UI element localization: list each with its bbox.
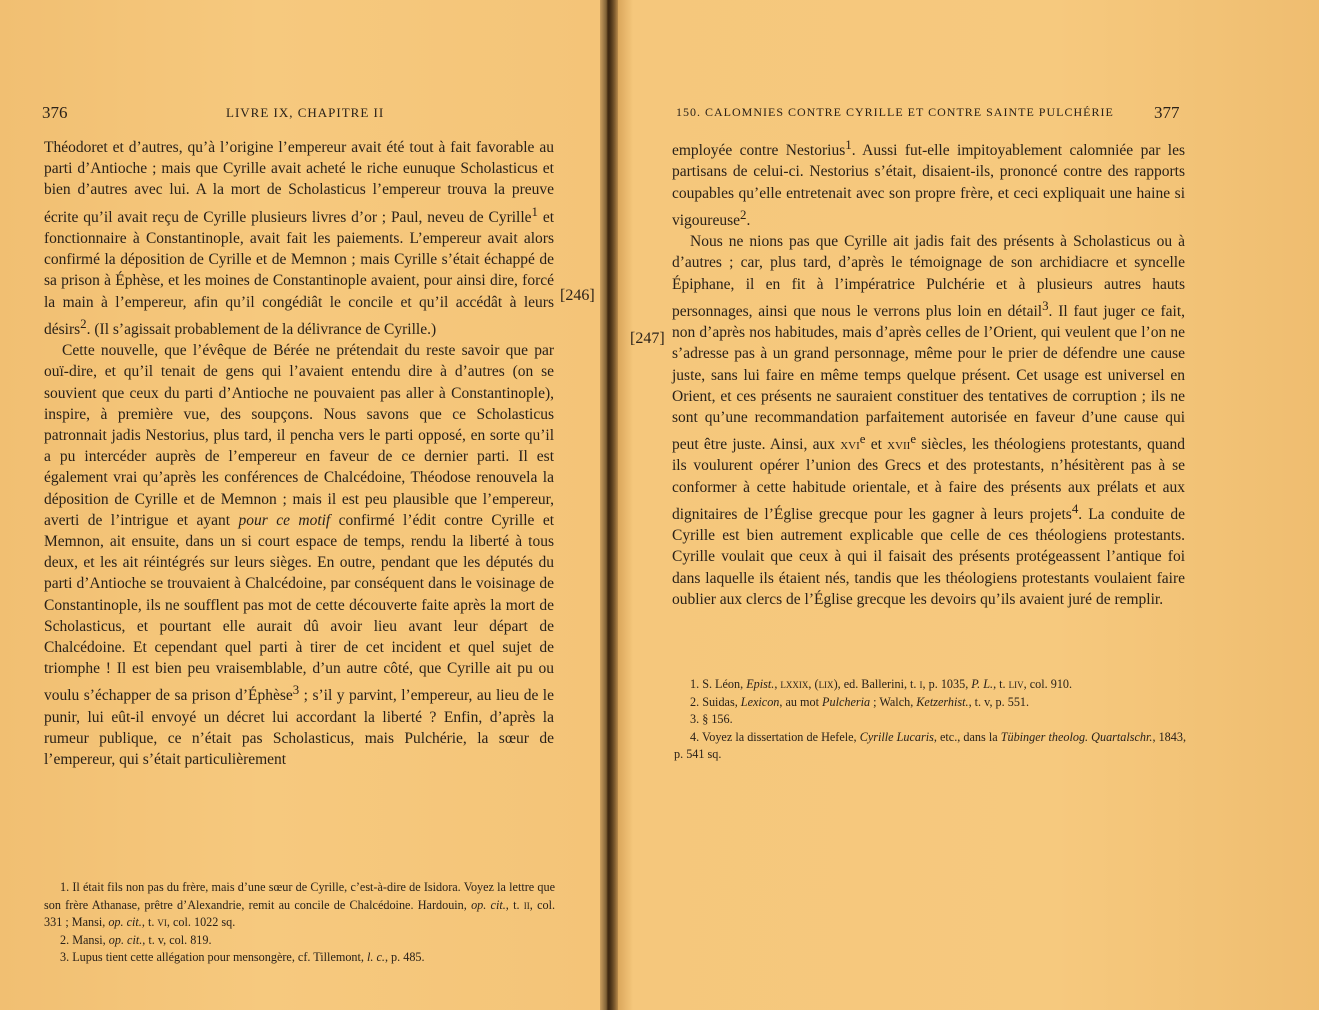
margin-page-marker: [246]: [560, 287, 595, 304]
footnote: 4. Voyez la dissertation de Hefele, Cyrille Lucaris, etc., dans la Tübinger theolog. Quartalschr., 1843, p. 541 sq.: [674, 729, 1187, 762]
paragraph: Théodoret et d’autres, qu’à l’origine l’empereur avait été tout à fait favorable au parti d’Antioche ; mais que Cyrille avait acheté le riche eunuque Scholasticus et bien d’autres avec lui. A la mort de Scholasticus l’empereur trouva la preuve écrite qu’il avait reçu de Cyrille plusieurs livres d’or ; Paul, neveu de Cyrille$^1$ et fonctionnaire à Constantinople, avait fait les paiements. L’empereur avait alors confirmé la déposition de Cyrille et de Memnon ; mais Cyrille s’était échappé de sa prison à Éphèse, et les moines de Constantinople avaient, pour ainsi dire, forcé la main à l’empereur, afin qu’il congédiât le concile et qu’il accédât à leurs désirs$^2$. (Il s’agissait probablement de la délivrance de Cyrille.): [44, 139, 555, 338]
footnote: 1. S. Léon, Epist., lxxix, (lix), ed. Ballerini, t. i, p. 1035, P. L., t. liv, col. 910.: [690, 677, 1073, 691]
footnote: 1. Il était fils non pas du frère, mais d’une sœur de Cyrille, c’est-à-dire de Isidora. Voyez la lettre que son frère Athanase, prêtre d’Alexandrie, remit au concile de Chalcédoine. Hardouin, op. cit., t. ii, col. 331 ; Mansi, op. cit., t. vi, col. 1022 sq.: [44, 880, 556, 930]
page-number: 377: [1154, 103, 1180, 122]
paragraph: Nous ne nions pas que Cyrille ait jadis fait des présents à Scholasticus ou à d’autres ; car, plus tard, d’après le témoignage de son archidiacre et syncelle Épiphane, il en fit à l’impératrice Pulchérie et à plusieurs autres hauts personnages, ainsi que nous le verrons plus loin en détail$^3$. Il faut juger ce fait, non d’après nos habitudes, mais d’après celles de l’Orient, qui veulent que l’on ne s’adresse pas à un grand personnage, même pour le prier de défendre une cause juste, sans lui faire en même temps quelque présent. Cet usage est universel en Orient, et ces présents ne sauraient constituer des tentatives de corruption ; ils ne sont qu’une recommandation parfaitement autorisée en faveur d’une cause qui peut être juste. Ainsi, aux xvi$^e$ et xvii$^e$ siècles, les théologiens protestants, quand ils voulurent opérer l’union des Grecs et des protestants, n’hésitèrent pas à se conformer à cette habitude orientale, et à faire des présents aux prélats et aux dignitaires de l’Église grecque pour les gagner à leurs projets$^4$. La conduite de Cyrille est bien autrement explicable que celle de ces théologiens protestants. Cyrille voulait que ceux à qui il faisait des présents protégeassent l’antique foi dans laquelle ils étaient nés, tandis que les théologiens protestants voulaient faire oublier aux clercs de l’Église grecque les devoirs qu’ils avaient juré de remplir.: [672, 233, 1186, 608]
footnote: 3. § 156.: [690, 712, 733, 727]
footnote: 2. Mansi, op. cit., t. v, col. 819.: [60, 932, 212, 947]
paragraph: Cette nouvelle, que l’évêque de Bérée ne prétendait du reste savoir que par ouï-dire, et qu’il tenait de gens qui l’avaient entendu dire à d’autres (on se souvient que ceux du parti d’Antioche ne pouvaient pas aller à Constantinople), inspire, à première vue, des soupçons. Nous savons que ce Scholasticus patronnait jadis Nestorius, plus tard, il pencha vers le parti opposé, en sorte qu’il a pu intercéder auprès de l’empereur en faveur de ce dernier parti. Il est également vrai qu’après les conférences de Chalcédoine, Théodose renouvela la déposition de Cyrille et de Memnon ; mais il est peu plausible que l’empereur, averti de l’intrigue et ayant pour ce motif confirmé l’édit contre Cyrille et Memnon, ait ensuite, dans un si court espace de temps, rendu la liberté à tous deux, et les ait réintégrés sur leurs sièges. En outre, pendant que les députés du parti d’Antioche se trouvaient à Chalcédoine, par conséquent dans le voisinage de Constantinople, ils ne soufflent pas mot de cette découverte faite après la mort de Scholasticus, et pourtant elle aurait dû avoir lieu avant leur départ de Chalcédoine. Et cependant quel parti à tirer de cet incident et quel sujet de triomphe ! Il est bien peu vraisemblable, d’un autre côté, que Cyrille ait pu ou voulu s’échapper de sa prison d’Éphèse$^3$ ; s’il y parvint, l’empereur, au lieu de le punir, lui eût-il envoyé un décret lui accordant la liberté ? Enfin, d’après la rumeur publique, ce n’était pas Scholasticus, mais Pulchérie, la sœur de l’empereur, qui s’était particulièrement: [44, 342, 555, 769]
body-text: [44, 137, 554, 770]
paragraph: employée contre Nestorius$^1$. Aussi fut-elle impitoyablement calomniée par les partisans de celui-ci. Nestorius s’était, disaient-ils, prononcé contre des rapports coupables qu’elle entretenait avec son propre frère, et ceci expliquait une haine si vigoureuse$^2$.: [672, 137, 1185, 229]
right-page: [614, 0, 1319, 1010]
running-head: LIVRE IX, CHAPITRE II: [226, 105, 385, 120]
body-text: [672, 134, 1185, 610]
running-head: 150. CALOMNIES CONTRE CYRILLE ET CONTRE SAINTE PULCHÉRIE: [676, 105, 1114, 119]
footnote: 2. Suidas, Lexicon, au mot Pulcheria ; Walch, Ketzerhist., t. v, p. 551.: [690, 694, 1030, 709]
page-number: 376: [42, 103, 68, 122]
left-page: [0, 0, 605, 1010]
footnote: 3. Lupus tient cette allégation pour mensongère, cf. Tillemont, l. c., p. 485.: [60, 950, 425, 965]
footnotes: [44, 879, 555, 967]
margin-page-marker: [247]: [630, 330, 665, 347]
footnotes: [674, 676, 1186, 764]
